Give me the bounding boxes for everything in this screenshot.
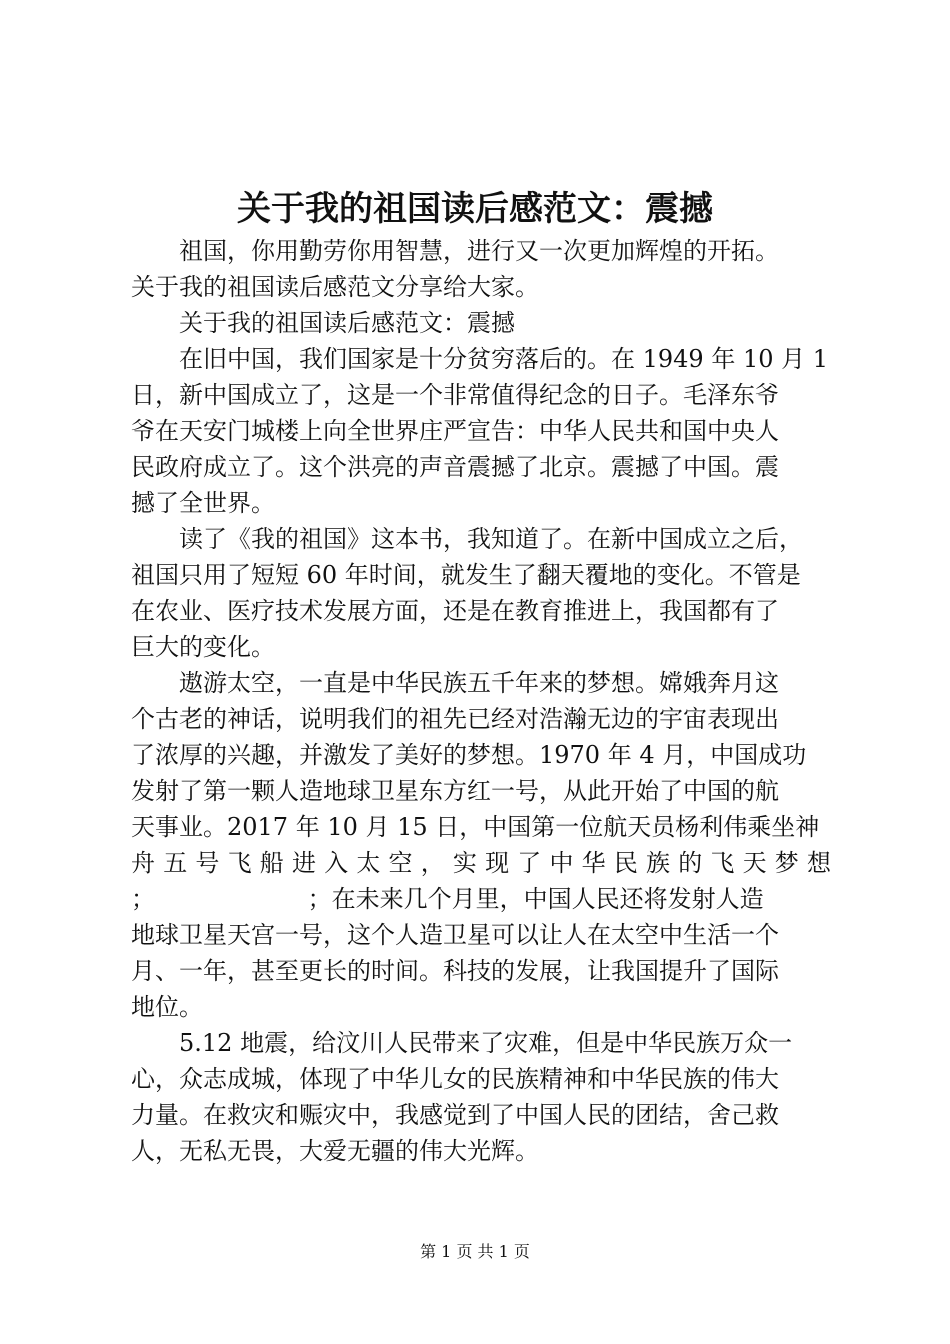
body-line: 了浓厚的兴趣，并激发了美好的梦想。1970 年 4 月，中国成功 [131, 741, 807, 769]
body-line: 个古老的神话，说明我们的祖先已经对浩瀚无边的宇宙表现出 [131, 705, 779, 733]
body-line: 力量。在救灾和赈灾中，我感觉到了中国人民的团结，舍己救 [131, 1101, 779, 1129]
body-line: 天事业。2017 年 10 月 15 日，中国第一位航天员杨利伟乘坐神 [131, 813, 820, 841]
body-line: 撼了全世界。 [131, 489, 275, 517]
body-line: 地位。 [131, 993, 203, 1021]
body-line: 关于我的祖国读后感范文分享给大家。 [131, 273, 539, 301]
document-body [131, 233, 831, 1169]
body-line: 祖国只用了短短 60 年时间，就发生了翻天覆地的变化。不管是 [131, 561, 801, 589]
body-line: 爷在天安门城楼上向全世界庄严宣告：中华人民共和国中央人 [131, 417, 779, 445]
page-footer: 第 1 页 共 1 页 [420, 1242, 530, 1261]
body-line: 在农业、医疗技术发展方面，还是在教育推进上，我国都有了 [131, 597, 779, 625]
body-line: 地球卫星天宫一号，这个人造卫星可以让人在太空中生活一个 [131, 921, 779, 949]
body-line: 遨游太空，一直是中华民族五千年来的梦想。嫦娥奔月这 [179, 669, 779, 697]
body-line: 民政府成立了。这个洪亮的声音震撼了北京。震撼了中国。震 [131, 453, 779, 481]
body-line: 心，众志成城，体现了中华儿女的民族精神和中华民族的伟大 [131, 1065, 779, 1093]
body-line: 发射了第一颗人造地球卫星东方红一号，从此开始了中国的航 [131, 777, 779, 805]
body-line: 巨大的变化。 [131, 633, 275, 661]
body-line: 读了《我的祖国》这本书，我知道了。在新中国成立之后， [179, 525, 803, 553]
body-line: 祖国，你用勤劳你用智慧，进行又一次更加辉煌的开拓。 [179, 237, 779, 265]
body-line: 舟 五 号 飞 船 进 入 太 空 ， 实 现 了 中 华 民 族 的 飞 天 梦 想 [131, 849, 831, 877]
body-line: 关于我的祖国读后感范文：震撼 [179, 309, 515, 337]
body-line: 月、一年，甚至更长的时间。科技的发展，让我国提升了国际 [131, 957, 779, 985]
body-line: 日，新中国成立了，这是一个非常值得纪念的日子。毛泽东爷 [131, 381, 779, 409]
body-line: 5.12 地震，给汶川人民带来了灾难，但是中华民族万众一 [179, 1029, 793, 1057]
body-line: ； ；在未来几个月里，中国人民还将发射人造 [131, 885, 764, 913]
body-line: 在旧中国，我们国家是十分贫穷落后的。在 1949 年 10 月 1 [179, 345, 829, 373]
document-title: 关于我的祖国读后感范文：震撼 [237, 189, 713, 229]
body-line: 人，无私无畏，大爱无疆的伟大光辉。 [131, 1137, 539, 1165]
